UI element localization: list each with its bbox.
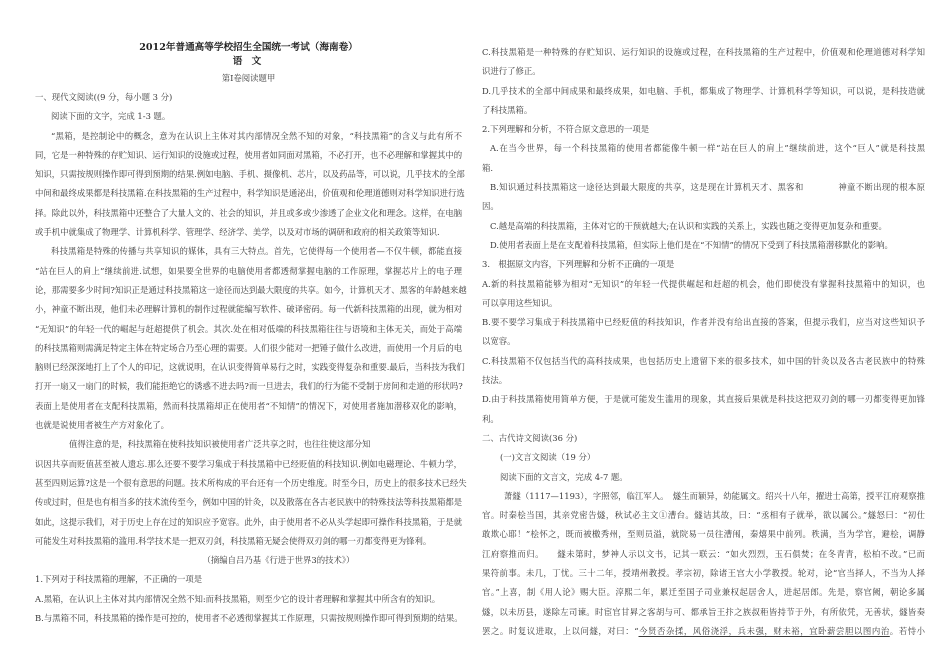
passage-last-line bbox=[482, 622, 925, 641]
text-line: D.使用者表面上是在支配着科技黑箱，但实际上他们是在“不知情”的情况下受到了科技黑箱潜移默化的影响。 bbox=[490, 239, 893, 250]
text-line: 可能发生对科技黑箱的滥用.科学技术是一把双刃剑，科技黑箱无疑会使得双刃剑的哪一刃都变得更为锋利。 bbox=[35, 535, 432, 546]
text-line: C.越是高端的科技黑箱，主体对它的干预就越大;在认识和实践的关系上，实践也随之变得更加复杂和重要。 bbox=[490, 220, 887, 231]
text-line: 也就是说使用者被生产方对象化了。 bbox=[35, 420, 169, 431]
text-line: “站在巨人的肩上”继续前进.试想，如果要全世界的电脑使用者都透彻掌握电脑的工作原理，掌握芯片上的电子理 bbox=[35, 265, 462, 276]
text-line: 果符前事。未几，丁忧。三十二年，授靖州教授。孝宗初，除诸王宫大小学教授。轮对，论“官当择人，不当为人择 bbox=[482, 568, 925, 579]
text-line: 脑则已经深深地打上了个人的印记，这就说明，在认识变得简单易行之时，实践变得复杂和重要.最后，当科技为我们 bbox=[35, 362, 465, 373]
text-line: 或手机中就集成了物理学、计算机科学、管理学、经济学、美学，以及对市场的调研和政府的相关政策等知识. bbox=[35, 227, 440, 238]
text-line: C.科技黑箱是一种特殊的存贮知识、运行知识的设施或过程，在科技黑箱的生产过程中，价值观和伦理道德对科学知 bbox=[482, 47, 925, 57]
text-line: 利。 bbox=[482, 413, 499, 424]
text-line: 萧燧（1117—1193），字照邻，临江军人。 燧生而颖异，幼能属文。绍兴十八年，擢进士高第，授平江府观察推 bbox=[504, 490, 925, 501]
text-line: D.由于科技黑箱使用简单方便，于是就可能发生滥用的现象，其直接后果就是科技这把双刃剑的哪一刃都变得更加锋 bbox=[482, 394, 925, 405]
text-line: 因。 bbox=[482, 201, 499, 212]
text-line: D.几乎技术的全部中间成果和最终成果，如电脑、手机，都集成了物理学、计算机科学等知识，可以说，是科技造就 bbox=[482, 85, 925, 96]
question-1: 1.下列对于科技黑箱的理解，不正确的一项是 bbox=[35, 574, 203, 585]
source-citation: （摘编自吕乃基《行进于世界3的技术》） bbox=[202, 555, 355, 566]
text-line: A.在当今世界，每一个科技黑箱的使用者都能像牛顿一样“站在巨人的肩上”继续前进，这个“巨人”就是科技黑 bbox=[490, 143, 925, 154]
text-line: B.要不要学习集成于科技黑箱中已经贬值的科技知识，作者并没有给出直接的答案，但提示我们，应当对这些知识予 bbox=[482, 317, 925, 328]
text-line: 官。”上喜，制《用人论》赐大臣。淳熙二年，累迁至国子司业兼权起居舍人，进起居郎。先是，察官阙，朝论多属 bbox=[482, 587, 925, 598]
text-line: A.新的科技黑箱能够为相对“无知识”的年轻一代提供崛起和赶超的机会，他们即使没有掌握科技黑箱中的知识，也 bbox=[482, 278, 925, 289]
text-line: 识因共享而贬值甚至被人遗忘.那么还要不要学习集成于科技黑箱中已经贬值的科技知识.例如电磁理论、牛顿力学， bbox=[35, 458, 462, 469]
question-2: 2.下列理解和分析，不符合原文意思的一项是 bbox=[482, 124, 650, 135]
text-line: 论，那需要多少时间?知识正是通过科技黑箱这一途径而达到最大限度的共享。如今，计算机天才、黑客的年龄越来越 bbox=[35, 284, 467, 295]
exam-title: 2012年普通高等学校招生全国统一考试（海南卷） bbox=[139, 42, 358, 53]
question-3: 3. 根据原文内容，下列理解和分析不正确的一项是 bbox=[482, 259, 675, 270]
text-line: 以宽容。 bbox=[482, 336, 516, 347]
text-line: 甚至四则运算?这是一个很有意思的问题。技术所构成的平台还有一个历史维度。时至今日，历史上的很多技术已经失 bbox=[35, 477, 467, 488]
text-line: 科技黑箱是特殊的传播与共享知识的媒体，具有三大特点。首先，它使得每一个使用者—不仅牛顿，都能直接 bbox=[51, 246, 462, 257]
text-line: 中间和最终成果都是科技黑箱.在科技黑箱的生产过程中，科学知识是通泌出，价值观和伦理道德则对科学知识进行选 bbox=[35, 188, 465, 199]
text-line: A.黑箱，在认识上主体对其内部情况全然不知:而科技黑箱，则至少它的设计者理解和掌握其中所含有的知识。 bbox=[35, 593, 441, 604]
text-line: 打开一扇又一扇门的时候，我们能拒绝它的诱惑不进去吗?而一旦进去，我们的行为能不受制于房间和走道的形状吗? bbox=[35, 381, 463, 392]
text-line: 的科技黑箱则需满足特定主体在特定场合乃至心理的需要。人们很少能对一把锤子做什么改进，而使用一个月后的电 bbox=[35, 342, 463, 353]
text-line: C.科技黑箱不仅包括当代的高科技成果，也包括历史上遗留下来的很多技术，如中国的针灸以及各古老民族中的特殊 bbox=[482, 355, 925, 366]
text-line: “黑箱，是控制论中的概念，意为在认识上主体对其内部情况全然不知的对象，“科技黑箱”的含义与此有所不 bbox=[51, 130, 462, 141]
text-line: 阅读下面的文字，完成 1-3 题。 bbox=[51, 111, 171, 122]
section-heading: 二、古代诗文阅读(36 分) bbox=[482, 432, 578, 443]
left-column bbox=[35, 41, 467, 628]
text-line: 阅读下面的文言文，完成 4-7 题。 bbox=[500, 471, 628, 482]
subject-title: 语 文 bbox=[232, 56, 265, 67]
underlined-sentence: 今贤否杂揉，风俗浇浮，兵未强，财未裕，宜卧薪尝胆以图内治 bbox=[638, 626, 890, 636]
passage-text: 。若恃小 bbox=[889, 626, 926, 636]
text-line: 表面上是使用者在支配科技黑箱，然而科技黑箱却正在使用者“不知情”的情况下，对使用者施加潜移双化的影响， bbox=[35, 400, 462, 411]
text-line: 燧，以未历县，遂除左司谏。时宦官甘昪之客胡与可、都承旨王抃之族叔秬皆持节于外，有所依凭，无善状，燧皆奏 bbox=[482, 606, 925, 617]
text-line: 官。时秦桧当国，其亲党密告燧，秋试必主文①漕台。燧诘其故，曰：“丞相有子就举，欲以属公。”燧怒曰：“初仕 bbox=[482, 510, 925, 521]
text-line: 了科技黑箱。 bbox=[482, 104, 533, 115]
text-line: 敢欺心耶！”桧怀之，既而被檄秀州，至则员溢，就院易一员往漕闱，秦熺果中前列。秩满，当为学官，避桧，调静 bbox=[482, 529, 925, 540]
text-line: 箱. bbox=[482, 162, 494, 173]
passage-text: 罢之。时复议进取，上以问燧，对曰：“ bbox=[482, 626, 639, 636]
text-line: 可以享用这些知识。 bbox=[482, 297, 558, 308]
text-line: 技法。 bbox=[482, 375, 508, 386]
right-column bbox=[482, 43, 925, 622]
text-line: B.与黑箱不同，科技黑箱的操作是可控的，使用者不必透彻掌握其工作原理，只需按规则操作即可得到预期的结果。 bbox=[35, 613, 463, 624]
text-line: 江府察推而归。 燧未第时，梦神人示以文书，记其一联云：“如火烈烈，玉石俱焚；在冬青青，松柏不改。”已而 bbox=[482, 548, 925, 559]
text-line: 小，神童不断出现，他们未必理解计算机的制作过程就能编写软件、破译密码。每一代新科技黑箱的出现，就为相对 bbox=[35, 304, 463, 315]
text-line: “无知识”的年轻一代的崛起与赶超提供了机会。其次.处在相对低端的科技黑箱往往与语境和主体无关，而处于高端 bbox=[35, 323, 462, 334]
part-title: 第Ⅰ卷阅读题甲 bbox=[221, 73, 276, 83]
text-line: 知识，只需按规则操作即可得到预期的结果.例如电脑、手机、摄像机、芯片，以及药品等，可以说，几乎技术的全部 bbox=[35, 169, 465, 180]
text-line: B.知识通过科技黑箱这一途径达到最大限度的共享，这是现在计算机天才、黑客和 神童不断出现的根本原 bbox=[490, 182, 925, 193]
text-line: 值得注意的是，科技黑箱在使科技知识被使用者广泛共享之时，也往往使这部分知 bbox=[69, 439, 371, 450]
text-line: 如此，这提示我们，对于历史上存在过的知识应予宽容。此外，由于使用者不必从头学起即可操作科技黑箱，于是就 bbox=[35, 516, 463, 527]
text-line: (一)文言文阅读（19 分） bbox=[500, 452, 596, 463]
text-line: 同，它是一种特殊的存贮知识、运行知识的设施或过程，使用者如同面对黑箱，不必打开，也不必理解和掌握其中的 bbox=[35, 149, 463, 160]
text-line: 识进行了修正。 bbox=[482, 66, 541, 77]
text-line: 传或过时，但是也有相当多的技术流传至今，例如中国的针灸，以及散落在各古老民族中的特殊技法等科技黑箱都是 bbox=[35, 497, 463, 508]
section-heading: 一、现代文阅读((9 分，每小题 3 分) bbox=[35, 92, 173, 102]
text-line: 择。除此以外，科技黑箱中还整合了大量人文的、社会的知识，并且或多或少渗透了企业文化和理念。这样，在电脑 bbox=[35, 207, 463, 218]
